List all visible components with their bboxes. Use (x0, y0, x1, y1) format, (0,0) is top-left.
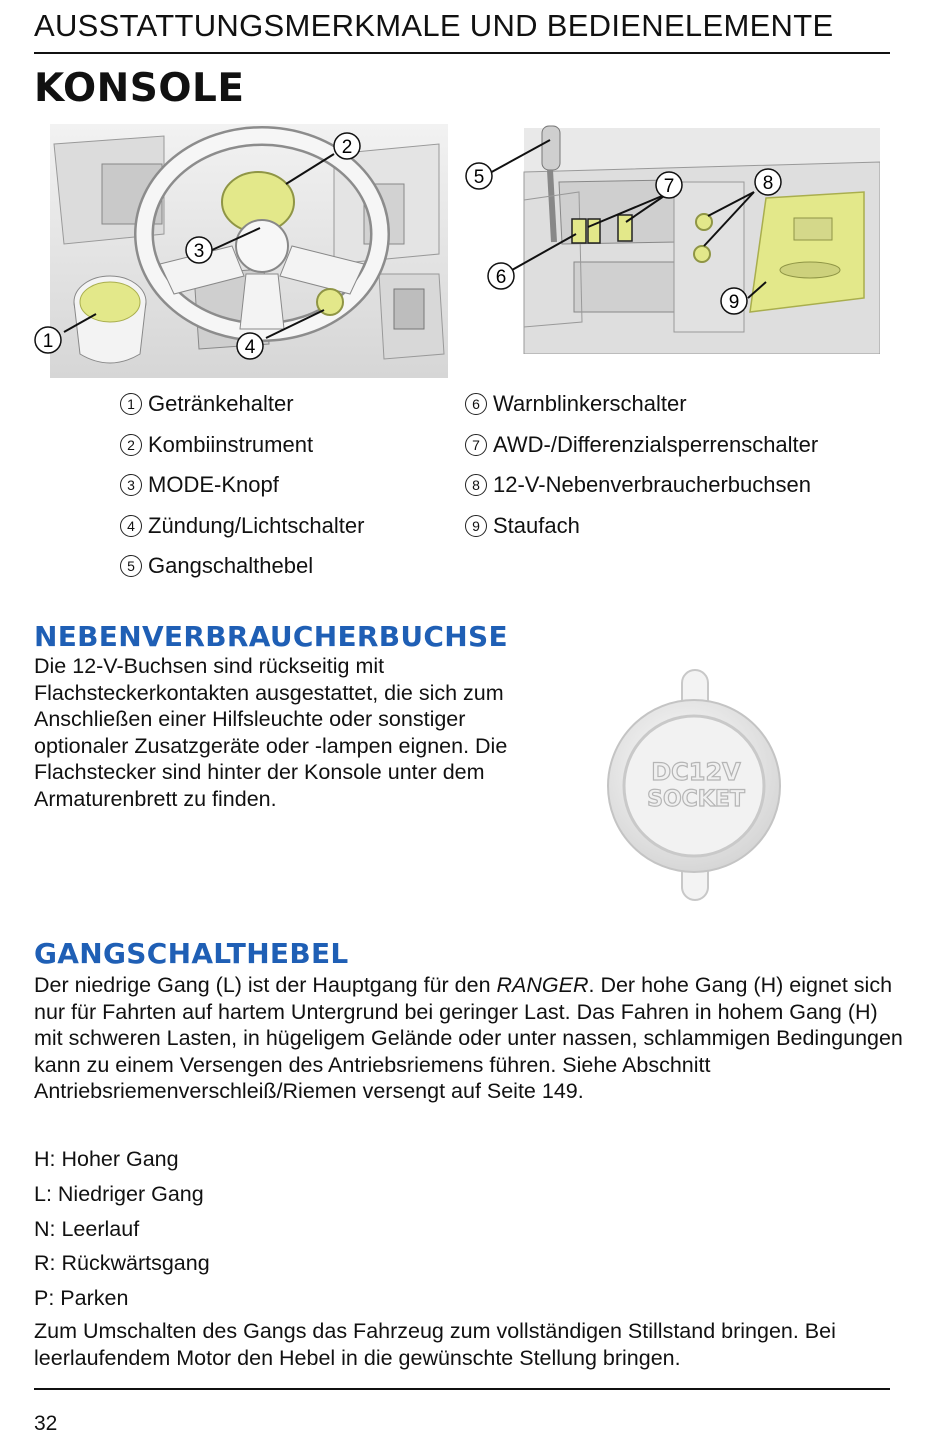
legend-left-column (120, 384, 364, 587)
socket-label-top: DC12V (651, 758, 741, 786)
footer-divider (34, 1388, 890, 1390)
page-number: 32 (34, 1412, 58, 1435)
legend-number: 7 (465, 434, 487, 456)
legend-item (120, 546, 364, 587)
callout-7-label: 7 (663, 176, 675, 197)
callout-3-label: 3 (193, 241, 205, 262)
section-title-gear-selector: GANGSCHALTHEBEL (34, 937, 349, 970)
legend-label: MODE-Knopf (148, 472, 279, 497)
gear-selector-paragraph (34, 972, 904, 1105)
gear-positions-list (34, 1142, 210, 1316)
header-divider (34, 52, 890, 54)
legend-number: 9 (465, 515, 487, 537)
center-console-illustration (464, 122, 880, 354)
legend-item (465, 465, 818, 506)
legend-right-column (465, 384, 818, 546)
steering-wheel-illustration (34, 124, 448, 378)
callout-9-label: 9 (728, 292, 740, 313)
legend-label: Zündung/Lichtschalter (148, 512, 365, 538)
gear-position-item: R: Rückwärtsgang (34, 1251, 210, 1276)
legend-item (120, 506, 364, 547)
chapter-header: AUSSTATTUNGSMERKMALE UND BEDIENELEMENTE (34, 8, 834, 43)
aux-outlet-paragraph: Die 12-V-Buchsen sind rückseitig mit Flachsteckerkontakten ausgestattet, die sich zum Anschließen einer Hilfsleuchte oder sonstiger optionaler Zusatzgeräte oder -lampen eignen. Die Flachstecker sind hinter der Konsole unter dem Armaturenbrett zu finden. (34, 654, 508, 811)
legend-number: 8 (465, 474, 487, 496)
legend-label: Staufach (493, 512, 580, 538)
page-title: KONSOLE (34, 66, 245, 111)
callout-4-label: 4 (244, 337, 256, 358)
socket-label-bottom: SOCKET (647, 787, 745, 812)
legend-item (120, 425, 364, 466)
vehicle-name: RANGER (496, 973, 589, 997)
gear-text-part2: . Der hohe Gang (H) eignet sich nur für Fahrten auf hartem Untergrund bei geringer Last. Das Fahren in hohem Gang (H) mit schweren Lasten, in hügeligem Gelände oder unter nassen, schlammigen Bedingungen kann zu einem Versengen des Antriebsriemens führen. Siehe Abschnitt Antriebsriemenverschleiß/Riemen versengt auf Seite 149. (34, 973, 903, 1103)
legend-number: 6 (465, 393, 487, 415)
legend-item (465, 425, 818, 466)
legend-label: Warnblinkerschalter (493, 391, 687, 416)
legend-number: 2 (120, 434, 142, 456)
callout-1-label: 1 (42, 331, 54, 352)
legend-number: 4 (120, 515, 142, 537)
callout-6-label: 6 (495, 267, 507, 288)
gear-position-item: H: Hoher Gang (34, 1147, 179, 1171)
legend-item (465, 384, 818, 425)
gear-text-part1: Der niedrige Gang (L) ist der Hauptgang für den (34, 973, 497, 997)
section-title-aux-outlet: NEBENVERBRAUCHERBUCHSE (34, 620, 508, 653)
legend-label: Gangschalthebel (148, 553, 314, 578)
legend-item (120, 465, 364, 506)
legend-label: 12-V-Nebenverbraucherbuchsen (493, 472, 811, 497)
gear-position-item: L: Niedriger Gang (34, 1181, 204, 1206)
dc12v-socket-illustration (604, 666, 784, 904)
callout-8-label: 8 (762, 173, 774, 194)
callout-5-label: 5 (473, 167, 485, 188)
callout-2-label: 2 (341, 137, 353, 158)
legend-number: 5 (120, 555, 142, 577)
legend-label: Kombiinstrument (148, 431, 314, 457)
gear-position-item: N: Leerlauf (34, 1216, 140, 1241)
legend-item (120, 384, 364, 425)
gear-position-item: P: Parken (34, 1286, 129, 1311)
legend-label: Getränkehalter (148, 391, 294, 416)
gear-change-instructions: Zum Umschalten des Gangs das Fahrzeug zum vollständigen Stillstand bringen. Bei leerlaufendem Motor den Hebel in die gewünschte Stellung bringen. (34, 1319, 836, 1370)
legend-number: 1 (120, 393, 142, 415)
legend-label: AWD-/Differenzialsperrenschalter (493, 431, 819, 457)
legend-item (465, 506, 818, 547)
legend-number: 3 (120, 474, 142, 496)
